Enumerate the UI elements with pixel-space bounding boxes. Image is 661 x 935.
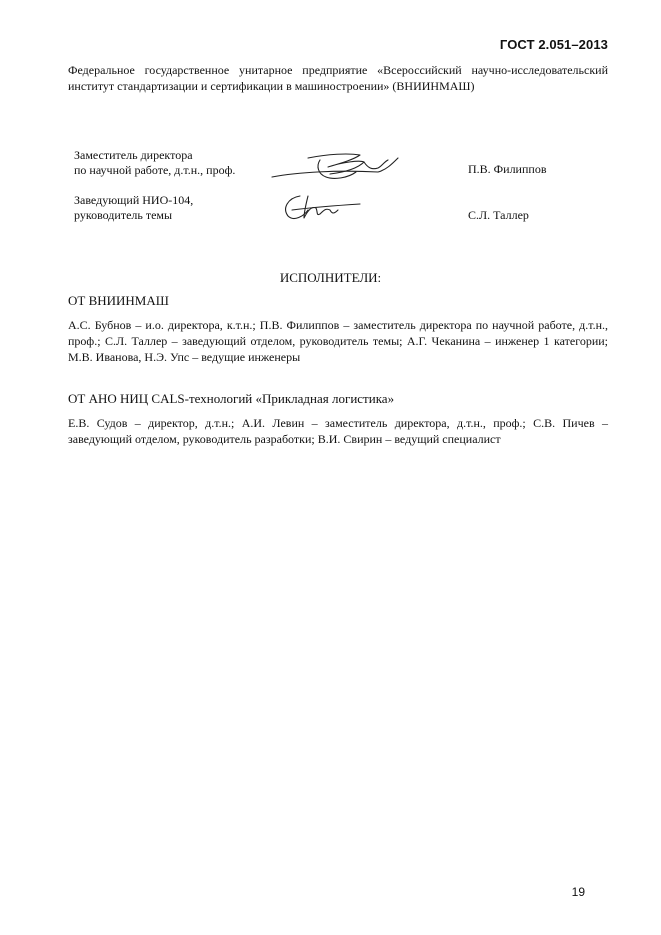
- executors-group-1-heading: ОТ ВНИИНМАШ: [68, 293, 169, 308]
- signatory-2-name: С.Л. Таллер: [468, 208, 529, 222]
- executors-group-2-heading: ОТ АНО НИЦ CALS-технологий «Прикладная логистика»: [68, 391, 395, 406]
- signature-filippov: [268, 150, 408, 186]
- signatory-1-position: [74, 148, 235, 178]
- signatory-1-position-line2: по научной работе, д.т.н., проф.: [74, 163, 236, 177]
- standard-code: ГОСТ 2.051–2013: [499, 37, 608, 52]
- signatory-2-position-line2: руководитель темы: [74, 208, 173, 222]
- executors-title: ИСПОЛНИТЕЛИ:: [279, 270, 382, 285]
- page-number: 19: [571, 885, 585, 899]
- executors-group-2-text: Е.В. Судов – директор, д.т.н.; А.И. Левин – заместитель директора, д.т.н., проф.; С.В. Пичев – заведующий отделом, руководитель разработки; В.И. Свирин – ведущий специалист: [68, 416, 608, 446]
- executors-group-1-text: А.С. Бубнов – и.о. директора, к.т.н.; П.В. Филиппов – заместитель директора по научной работе, д.т.н., проф.; С.Л. Таллер – заведующий отделом, руководитель темы; А.Г. Чеканина – инженер 1 категории; М.В. Иванова, Н.Э. Упс – ведущие инженеры: [68, 318, 608, 364]
- signatory-1-name: П.В. Филиппов: [468, 162, 547, 176]
- signatory-1-position-line1: Заместитель директора: [74, 148, 193, 162]
- signature-taller: [278, 190, 368, 224]
- organization-name: Федеральное государственное унитарное предприятие «Всероссийский научно-исследовательский институт стандартизации и сертификации в машиностроении» (ВНИИНМАШ): [68, 63, 608, 93]
- signatory-2-position: [74, 193, 193, 223]
- signatory-2-position-line1: Заведующий НИО-104,: [74, 193, 194, 207]
